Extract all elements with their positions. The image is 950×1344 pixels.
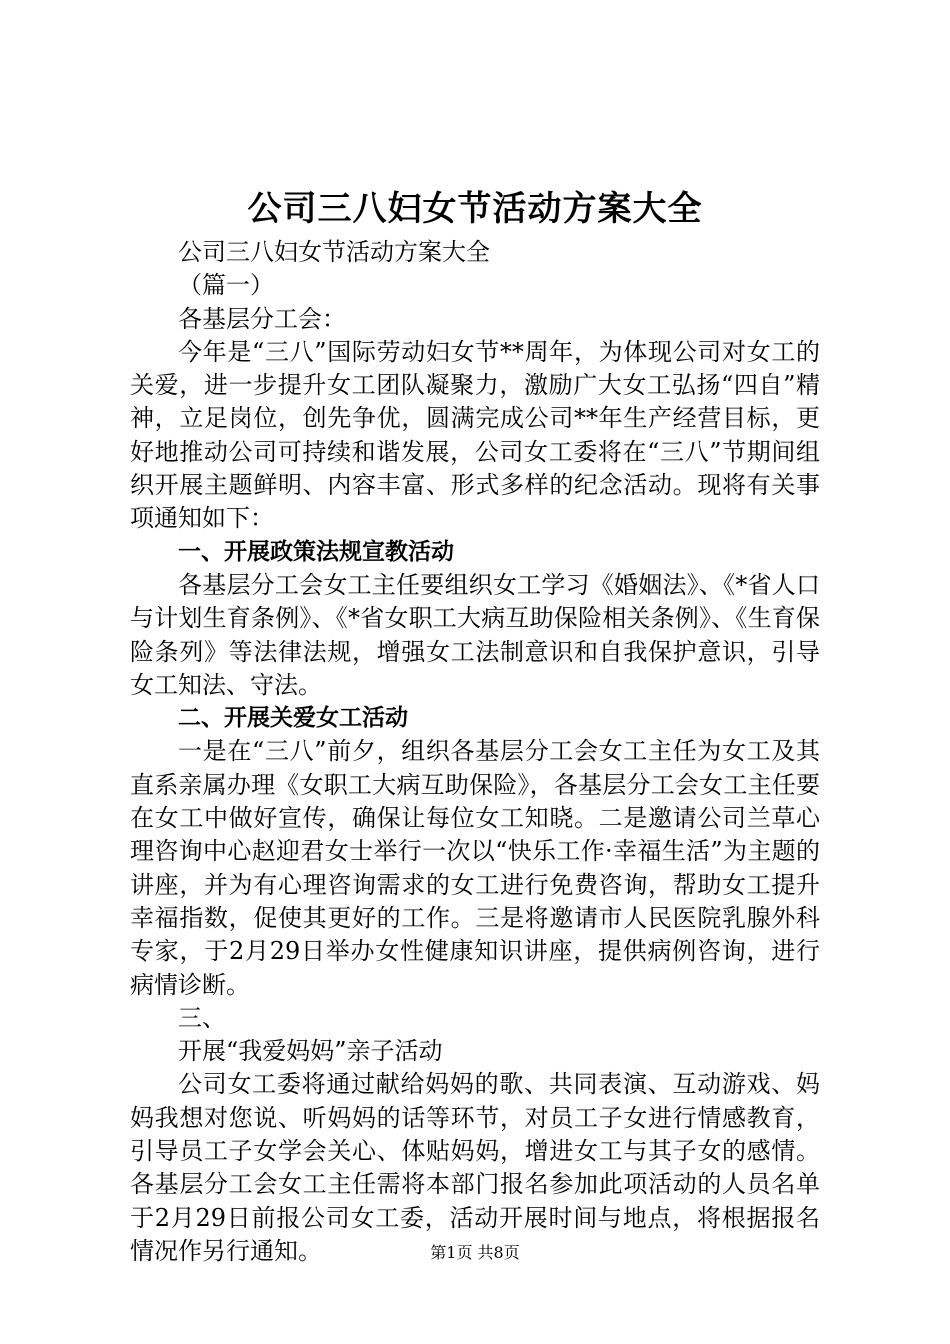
intro-paragraph: 今年是“三八”国际劳动妇女节**周年，为体现公司对女工的关爱，进一步提升女工团队凝聚力，激励广大女工弘扬“四自”精神，立足岗位，创先争优，圆满完成公司**年生产经营目标，更好地推动公司可持续和谐发展，公司女工委将在“三八”节期间组织开展主题鲜明、内容丰富、形式多样的纪念活动。现将有关事项通知如下： (130, 337, 820, 533)
page-footer: 第1页 共8页 (430, 1243, 520, 1262)
document-title: 公司三八妇女节活动方案大全 (247, 189, 703, 229)
salutation: 各基层分工会： (178, 304, 346, 333)
document-subtitle: 公司三八妇女节活动方案大全 (178, 238, 490, 266)
section-2-heading: 二、开展关爱女工活动 (178, 705, 408, 732)
section-3-number: 三、 (178, 1003, 226, 1032)
section-2-paragraph: 一是在“三八”前夕，组织各基层分工会女工主任为女工及其直系亲属办理《女职工大病互助保险》，各基层分工会女工主任要在女工中做好宣传，确保让每位女工知晓。二是邀请公司兰草心理咨询中心赵迎君女士举行一次以“快乐工作·幸福生活”为主题的讲座，并为有心理咨询需求的女工进行免费咨询，帮助女工提升幸福指数，促使其更好的工作。三是将邀请市人民医院乳腺外科专家，于2月29日举办女性健康知识讲座，提供病例咨询，进行病情诊断。 (130, 737, 820, 999)
section-3-heading: 开展“我爱妈妈”亲子活动 (178, 1037, 443, 1066)
section-1-paragraph: 各基层分工会女工主任要组织女工学习《婚姻法》、《*省人口与计划生育条例》、《*省女职工大病互助保险相关条例》、《生育保险条列》等法律法规，增强女工法制意识和自我保护意识，引导女工知法、守法。 (130, 570, 820, 699)
document-body (130, 236, 820, 1268)
part-label: （篇一） (178, 271, 274, 300)
section-3-paragraph: 公司女工委将通过献给妈妈的歌、共同表演、互动游戏、妈妈我想对您说、听妈妈的话等环节，对员工子女进行情感教育，引导员工子女学会关心、体贴妈妈，增进女工与其子女的感情。各基层分工会女工主任需将本部门报名参加此项活动的人员名单于2月29日前报公司女工委，活动开展时间与地点，将根据报名情况作另行通知。 (130, 1070, 820, 1265)
section-1-heading: 一、开展政策法规宣教活动 (178, 538, 454, 565)
